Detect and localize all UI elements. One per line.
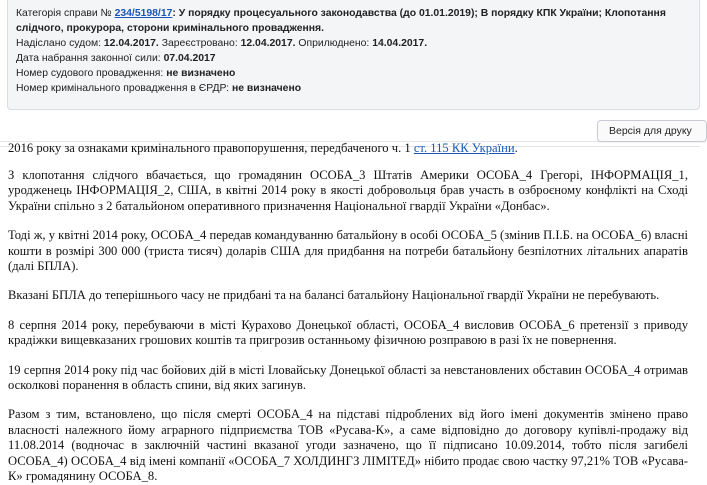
court-proceeding-line	[16, 66, 691, 81]
criminal-proceeding-label: Номер кримінального провадження в ЄРДР:	[16, 83, 230, 94]
paragraph-3: Вказані БПЛА до теперішнього часу не придбані та на балансі батальйону Національної гвардії України не перебувають.	[8, 288, 660, 303]
paragraph-1: З клопотання слідчого вбачається, що громадянин ОСОБА_3 Штатів Америки ОСОБА_4 Грегорі, ІНФОРМАЦІЯ_1, уродженець ІНФОРМАЦІЯ_2, США, в квітні 2014 року в якості добровольця брав участь в озброєному конфлікті на Сході України спільно з 2 батальйоном оперативного призначення Національної гвардії України «Донбас».	[8, 168, 688, 213]
partial-line-text: 2016 року за ознаками кримінального правопорушення, передбаченого ч. 1	[8, 141, 414, 155]
registered-label: Зареєстровано:	[161, 38, 238, 49]
case-metadata-panel	[7, 0, 700, 110]
published-label: Оприлюднено:	[298, 38, 370, 49]
partial-line-end: .	[514, 141, 518, 155]
case-category-label: Категорія справи №	[16, 8, 112, 19]
partial-line	[8, 141, 688, 156]
published-date: 14.04.2017.	[372, 38, 428, 49]
case-category-value: : У порядку процесуального законодавства (до 01.01.2019); В порядку КПК України; Клопотання слідчого, прокурора, сторони кримінального провадження.	[16, 8, 666, 34]
article-reference-link[interactable]: ст. 115 КК України	[413, 141, 515, 155]
print-version-button[interactable]: Версія для друку	[597, 120, 707, 142]
paragraph-2: Тоді ж, у квітні 2014 року, ОСОБА_4 передав командуванню батальйону в особі ОСОБА_5 (змінив П.І.Б. на ОСОБА_6) власні кошти в розмірі 300 000 (триста тисяч) доларів США для придбання на потреби батальйону безпілотних літальних апаратів (далі БПЛА).	[8, 228, 688, 274]
registered-date: 12.04.2017.	[240, 38, 296, 49]
paragraph-5: 19 серпня 2014 року під час бойових дій в місті Іловайську Донецької області за невстановлених обставин ОСОБА_4 отримав осколкові поранення в область спини, від яких загинув.	[8, 362, 688, 393]
criminal-proceeding-value: не визначено	[231, 83, 302, 94]
paragraph-6: Разом з тим, встановлено, що після смерті ОСОБА_4 на підставі підроблених від його імені документів змінено право власності належного йому аграрного підприємства ТОВ «Русава-К», а саме відповідно до договору купівлі-продажу від 11.08.2014 (водночас в заключній частині вказаної угоди зазначено, що її підписано 10.09.2014, тобто після загибелі ОСОБА_4) ОСОБА_4 від імені компанії «ОСОБА_7 ХОЛДИНГЗ ЛІМІТЕД» нібито продає свою частку 97,21% ТОВ «Русава-К» громадянину ОСОБА_8.	[8, 407, 688, 484]
case-number-link[interactable]: 234/5198/17	[114, 8, 173, 19]
paragraph-4: 8 серпня 2014 року, перебуваючи в місті Курахово Донецької області, ОСОБА_4 висловив ОСОБА_6 претензії з приводу крадіжки вищевказаних грошових коштів та пригрозив останньому фізичною розправою в разі їх не повернення.	[8, 317, 688, 348]
effective-date-label: Дата набрання законної сили:	[16, 53, 161, 64]
criminal-proceeding-line	[16, 81, 691, 96]
document-viewer[interactable]	[0, 141, 700, 484]
court-proceeding-label: Номер судового провадження:	[16, 68, 164, 79]
sent-label: Надіслано судом:	[16, 38, 102, 49]
case-dates-line	[16, 36, 691, 51]
court-proceeding-value: не визначено	[166, 68, 236, 79]
sent-date: 12.04.2017.	[103, 38, 159, 49]
document-text	[8, 141, 688, 485]
case-category-line	[16, 6, 691, 36]
effective-date-line	[16, 51, 691, 66]
effective-date: 07.04.2017	[163, 53, 216, 64]
